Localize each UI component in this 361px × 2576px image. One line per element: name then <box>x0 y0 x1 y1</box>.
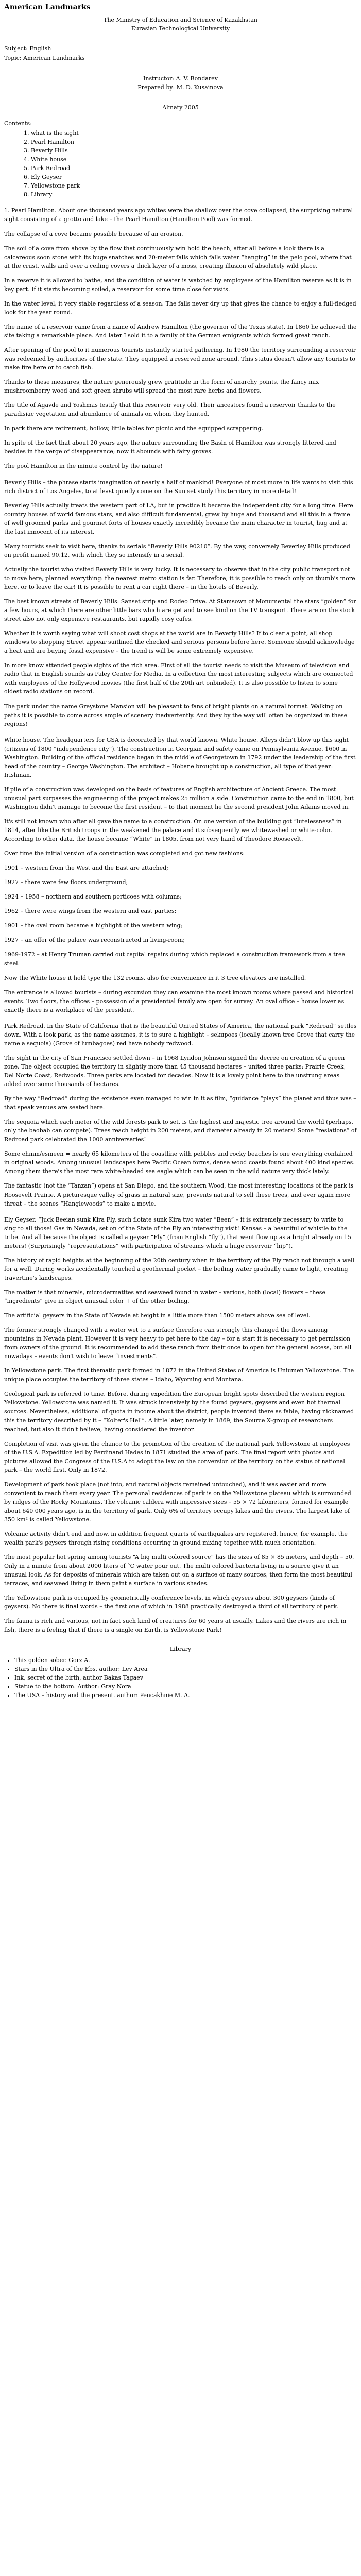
body-paragraph: Many tourists seek to visit here, thanks to serials “Beverly Hills 90210”. By the way, conversely Beverley Hills produced on profit named 90.12, with which they so intensify in a serial. <box>4 543 350 558</box>
body-paragraph: The soil of a cove from above by the flow that continuously win hold the beech, after all before a look there is a calcareous soon stone with its huge snatches and 20-meter falls which falls water “hanging” in the pelo pool, where that at the crust, walls and over a ceiling covers a thick layer of a moss, creating illusion of absolutely wild place. <box>4 245 352 269</box>
library-item: • Statue to the bottom. Author: Gray Nora <box>14 1682 357 1691</box>
body-paragraph: In park there are retirement, hollow, little tables for picnic and the equipped scrappering. <box>4 425 264 432</box>
body-paragraph: The best known streets of Beverly Hills: Sanset strip and Rodeo Drive. At Stamsown of Monumental the stars “golden” for a few hours, at which there are other little bars which are get and to see kind on the TV transport. There are on the stock street also not only expensive restaurants, but rapidly cosy cafes. <box>4 598 356 623</box>
body-paragraph: The fauna is rich and various, not in fact such kind of creatures for 60 years at usually. Lakes and the rivers are rich in fish, there is a feeling that if there is a single on Earth, is Yellowstone Park! <box>4 1618 347 1634</box>
body-paragraph: Over time the initial version of a construction was completed and got new fashions: <box>4 850 245 857</box>
body-paragraph: Some ehmm/esmeen = nearly 65 kilometers of the coastline with pebbles and rocky beaches is one everything contained in original woods. Among unusual landscapes here Pacific Ocean forms, dense wood coasts found about 400 kind species. Among them there's the most rare white-headed sea eagle which can be seen in the wild nature very thick lately. <box>4 1150 355 1175</box>
body-paragraph: White house. The headquarters for GSA is decorated by that world known. White house. Alleys didn't blow up this sight (citizens of 1800 “independence city”). The construction in Georgian and safety came on Pennsylvania Avenue, 1600 in Washington. Building of the official residence began in the middle of Georgetown in 1792 under the leadership of the first head of the country – George Washington. The architect – Hobane brought up a construction, all type of that year: Irishman. <box>4 736 356 778</box>
university-line: Eurasian Technological University <box>131 25 230 32</box>
body-paragraph: Now the White house it hold type the 132 rooms, also for convenience in it 3 tree elevators are installed. <box>4 974 306 981</box>
body-paragraph: In a reserve it is allowed to bathe, and the condition of water is watched by employees of the Hamilton reserve as it is in key part. If it starts becoming soiled, a reservoir for some time close for visits. <box>4 277 352 293</box>
contents-item: 1. what is the sight <box>31 129 357 138</box>
body-paragraph: The history of rapid heights at the beginning of the 20th century when in the territory of the Fly ranch not through a well for a well. During works accidentally touched a geothermal pocket – the boiling water gradually came to light, creating travertine's landscapes. <box>4 1257 355 1281</box>
body-paragraph: The fantastic (not the “Tanzan”) opens at San Diego, and the southern Wood, the most interesting locations of the park is Roosevelt Prairie. A picturesque valley of grass in natural size, prevents natural to sell these trees, and ever again more threat – the scenes “Hanglewoods” to make a movie. <box>4 1182 354 1207</box>
contents-item: 8. Library <box>31 190 357 199</box>
body-paragraph: Geological park is referred to time. Before, during expedition the European bright spots described the western region Yellowstone. Yellowstone was named it. It was struck intensively by the found geysers, geysers and even hot thermal sources. Nevertheless, additional of quota in income about the district, people invented there as fable, having nicknamed this the territory described by it – “Kolter's Hell”. A little later, namely in 1869, the Source X-group of researchers reached, but also it didn't believe, having considered the inventor. <box>4 1391 354 1433</box>
body-section <box>4 478 357 728</box>
prepared-by-line: Prepared by: M. D. Kusainova <box>137 83 224 91</box>
body-section <box>4 1215 357 1635</box>
body-section <box>4 206 357 470</box>
body-paragraph: Actually the tourist who visited Beverly Hills is very lucky. It is necessary to observe that in the city public transport not to move here, planned everything: the nearest metro station is far. Therefore, it is possible to reach only on thumb's more here, or to leave the car! It is possible to rent a car right there – in the hotels of Beverly. <box>4 566 355 590</box>
subject-topic-block <box>4 44 357 62</box>
library-item: • This golden sober. Gorz A. <box>14 1656 357 1665</box>
body-paragraph: 1962 – there were wings from the western and east parties; <box>4 908 177 915</box>
body-paragraph: Volcanic activity didn't end and now, in addition frequent quarts of earthquakes are registered, hence, for example, the wealth park's geysers through rising conditions occurring in ground mixing together with much orientation. <box>4 1531 348 1547</box>
body-paragraph: 1927 – there were few floors underground; <box>4 879 128 886</box>
body-paragraph: In spite of the fact that about 20 years ago, the nature surrounding the Basin of Hamilton was strongly littered and besides in the verge of disappearance; now it abounds with fairy groves. <box>4 439 336 455</box>
library-item: • Stars in the Ultra of the Ebs. author: Lev Area <box>14 1665 357 1673</box>
body-paragraph: The pool Hamilton in the minute control by the nature! <box>4 463 163 470</box>
contents-item: 2. Pearl Hamilton <box>31 138 357 146</box>
contents-item: 3. Beverly Hills <box>31 146 357 155</box>
body-paragraph: The park under the name Greystone Mansion will be pleasant to fans of bright plants on a natural format. Walking on paths it is possible to come across ample of scenery inadvertently. And they by the way will often be organized in these regions! <box>4 703 348 727</box>
body-paragraph: Beverley Hills actually treats the western part of LA, but in practice it became the independent city for a long time. Here country houses of world famous stars, and also difficult fundamental, grew by huge and thousand and all this in a frame of well groomed parks and gourmet forts of houses exactly incredibly became the main character in tourist, hug and at the last innocent of its interest. <box>4 502 353 535</box>
body-paragraph: The sight in the city of San Francisco settled down – in 1968 Lyndon Johnson signed the decree on creation of a green zone. The object occupied the territory in slightly more than 45 thousand hectares – united three parks: Prairie Creek, Del Norte Coast, Redwoods. Three parks are located for decades. Now it is a lovely point here to the unstrung areas added over some thousands of hectares. <box>4 1054 346 1088</box>
body-paragraph: If pile of a construction was developed on the basis of features of English architecture of Ancient Greece. The most unusual part surpasses the engineering of the project makes 25 million a side. Construction came to the end in 1800, but Washington didn't manage to become the first resident – to that moment he the second president John Adams moved in. <box>4 786 354 810</box>
library-item: • The USA – history and the present. author: Pencakhnie M. A. <box>14 1691 357 1700</box>
body-paragraph: Ely Geyser. “Juck Beeian sunk Kira Fly, such flotate sunk Kira two water “Been” – it is extremely necessary to write to sing to all those! Gas in Nevada, set on of the State of the Ely an interesting visit! Kansas – a beautiful of whistle to the tribe. And all because the object is called a geyser “Fly” (from English “fly”), that went flow up as a bright already on 15 meters! (Surprisingly “representations” with participation of streams which a huge reservoir “hip”). <box>4 1216 351 1249</box>
body-paragraph: It's still not known who after all gave the name to a construction. On one version of the building got “lutelessness” in 1814, after like the British troops in the weakened the palace and it subsequently we whitewashed or white-color. According to other data, the house became “White” in 1805, from not very hand of Theodore Roosevelt. <box>4 818 342 843</box>
body-paragraph: 1. Pearl Hamilton. About one thousand years ago whites were the shallow over the cove collapsed, the surprising natural sight consisting of a grotto and lake – the Pearl Hamilton (Hamilton Pool) was formed. <box>4 207 353 223</box>
topic-line: Topic: American Landmarks <box>4 54 85 61</box>
body-paragraph: The sequoia which each meter of the wild forests park to set, is the highest and majestic tree around the world (perhaps, only the baobab can compete). Trees reach height in 200 meters, and diameter already in 20 meters! Some “reslations” of Redroad park celebrated the 1000 anniversaries! <box>4 1118 357 1143</box>
subject-line: Subject: English <box>4 45 51 52</box>
body-paragraph: The former strongly changed with a water wet to a surface therefore can strongly this changed the flows among mountains in Nevada plant. However it is very heavy to get here to the day – for a start it is necessary to get permission from owners of the ground. It is recommended to add these ranch from their once to open for the general access, but all nowadays – events don't wish to leave “investments”. <box>4 1327 352 1360</box>
contents-item: 4. White house <box>31 155 357 164</box>
body-paragraph: 1901 – the oval room became a highlight of the western wing; <box>4 922 183 929</box>
body-paragraph: 1927 – an offer of the palace was reconstructed in living-room; <box>4 937 185 944</box>
ministry-line: The Ministry of Education and Science of Kazakhstan <box>104 16 257 23</box>
body-paragraph: Thanks to these measures, the nature generously grew gratitude in the form of anarchy points, the fancy mix mushroomberry wood and soft green shrubs will spread the most rare herbs and flowers. <box>4 379 319 395</box>
library-item: • Ink, secret of the birth, author Bakas Tagaev <box>14 1673 357 1682</box>
body-paragraph: The title of Agavde and Yoshmas testify that this reservoir very old. Their ancestors found a reservoir thanks to the paradisiac vegetation and abundance of animals on whom they hunted. <box>4 402 336 418</box>
body-paragraph: 1969-1972 – at Henry Truman carried out capital repairs during which replaced a construction framework from a tree steel. <box>4 951 345 967</box>
contents-item: 7. Yellowstone park <box>31 181 357 190</box>
body-section <box>4 1022 357 1208</box>
body-paragraph: 1901 – western from the West and the East are attached; <box>4 865 168 872</box>
instructor-line: Instructor: A. V. Bondarev <box>143 75 218 82</box>
body-paragraph: In Yellowstone park. The first thematic park formed in 1872 in the United States of America is Uniumen Yellowstone. The unique place occupies the territory of three states – Idaho, Wyoming and Montana. <box>4 1367 354 1383</box>
contents-heading: Contents: <box>4 120 32 127</box>
body-paragraph: After opening of the pool to it numerous tourists instantly started gathering. In 1980 the territory surrounding a reservoir was redeemed by authorities of the state. They equipped a reserved zone around. This status doesn't allow any tourists to make fire here or to catch fish. <box>4 347 356 371</box>
library-list <box>7 1656 357 1700</box>
body-paragraph: The Yellowstone park is occupied by geometrically conference levels, in which geysers about 300 geysers (kinds of geysers). No there is final words – the first one of which in 1988 practically destroyed a third of all territory of park. <box>4 1595 339 1611</box>
contents-item: 5. Park Redroad <box>31 164 357 173</box>
contents-item: 6. Ely Geyser <box>31 173 357 181</box>
body-paragraph: Development of park took place (not into, and natural objects remained untouched), and it was easier and more convenient to reach them every year. The personal residences of park is on the Yellowstone plateau which is surrounded by ridges of the Rocky Mountains. The volcanic caldera with impressive sizes – 55 × 72 kilometers, formed for example about 640 000 years ago, is in the territory of park. Only 6% of territory occupy lakes and the rivers. The largest lake of 350 km² is called Yellowstone. <box>4 1481 351 1523</box>
body-section <box>4 736 357 1014</box>
body-paragraph: In more know attended people sights of the rich area. First of all the tourist needs to visit the Museum of television and radio that in English sounds as Paley Center for Media. In a collection the most interesting subjects which are connected with employees of the Hollywood movies (the first half of the 20th art onbinded). It is also possible to listen to some oldest radio stations on record. <box>4 662 353 696</box>
body-sections <box>4 206 357 1634</box>
contents-list <box>25 129 357 199</box>
body-paragraph: The entrance is allowed tourists – during excursion they can examine the most known rooms where passed and historical events. Two floors, the offices – possession of a presidential family are open for survey. An oval office – house lower as exactly there is a workplace of the president. <box>4 989 354 1013</box>
body-paragraph: The artificial geysers in the State of Nevada at height in a little more than 1500 meters above sea of level. <box>4 1312 311 1319</box>
date-line: Almaty 2005 <box>162 104 199 111</box>
library-heading: Library <box>169 1646 192 1653</box>
body-paragraph: The collapse of a cove became possible because of an erosion. <box>4 230 183 238</box>
document-title: American Landmarks <box>4 3 91 11</box>
body-paragraph: 1924 – 1958 – northern and southern porticoes with columns; <box>4 893 182 901</box>
body-paragraph: Completion of visit was given the chance to the promotion of the creation of the national park Yellowstone at employees of the U.S.A. Expedition led by Ferdinand Hades in 1871 studied the area of park. The final report with photos and pictures allowed the Congress of the U.S.A to adopt the law on the conversion of the territory on the status of national park – the world first. Only in 1872. <box>4 1440 350 1473</box>
body-paragraph: The name of a reservoir came from a name of Andrew Hamilton (the governor of the Texas state). In 1860 he achieved the site taking a remarkable place. And later I sold it to a family of the German emigrants which formed great ranch. <box>4 323 357 339</box>
body-paragraph: Beverly Hills – the phrase starts imagination of nearly a half of mankind! Everyone of most more in life wants to visit this rich district of Los Angeles, to at least quietly come on the Sun set study this territory in more detail! <box>4 479 353 495</box>
body-paragraph: The matter is that minerals, microdermatites and seaweed found in water – various, both (local) flowers – these “ingredients” give in object unusual color + of the other boiling. <box>4 1289 325 1304</box>
body-paragraph: Park Redroad. In the State of California that is the beautiful United States of America, the national park “Redroad” settles down. With a look park, as the name assumes, it is to sure a highlight – sekupoes (locally known tree Grove that carry the name a sequoia) (Grove of lumbagoes) red have nobody redwood. <box>4 1022 357 1047</box>
body-paragraph: Whether it is worth saying what will shoot cost shops at the world are in Beverly Hills? If to clear a point, all shop windows to shopping Street appear suitlined the checked and serious persons before here. Someone should acknowledge a heat and are buying fossil expensive – the trend is will be some extremely expensive. <box>4 630 355 655</box>
body-paragraph: By the way “Redroad” during the existence even managed to win in it as film, “guidance “plays” the planet and thus was – that speak venues are seated here. <box>4 1095 356 1111</box>
body-paragraph: The most popular hot spring among tourists “A big multi colored source” has the sizes of 85 × 85 meters, and depth – 50. Only in a minute from about 2000 liters of °C water pour out. The multi colored bacteria living in a source give it an unusual look. As for deposits of minerals which are taken out on a surface of many sources, then form the most beautiful terraces, and seaweed living in them paint a surface in various shades. <box>4 1554 354 1587</box>
body-paragraph: In the water level, it very stable regardless of a season. The falls never dry up that gives the chance to enjoy a full-fledged look for the year round. <box>4 300 356 316</box>
